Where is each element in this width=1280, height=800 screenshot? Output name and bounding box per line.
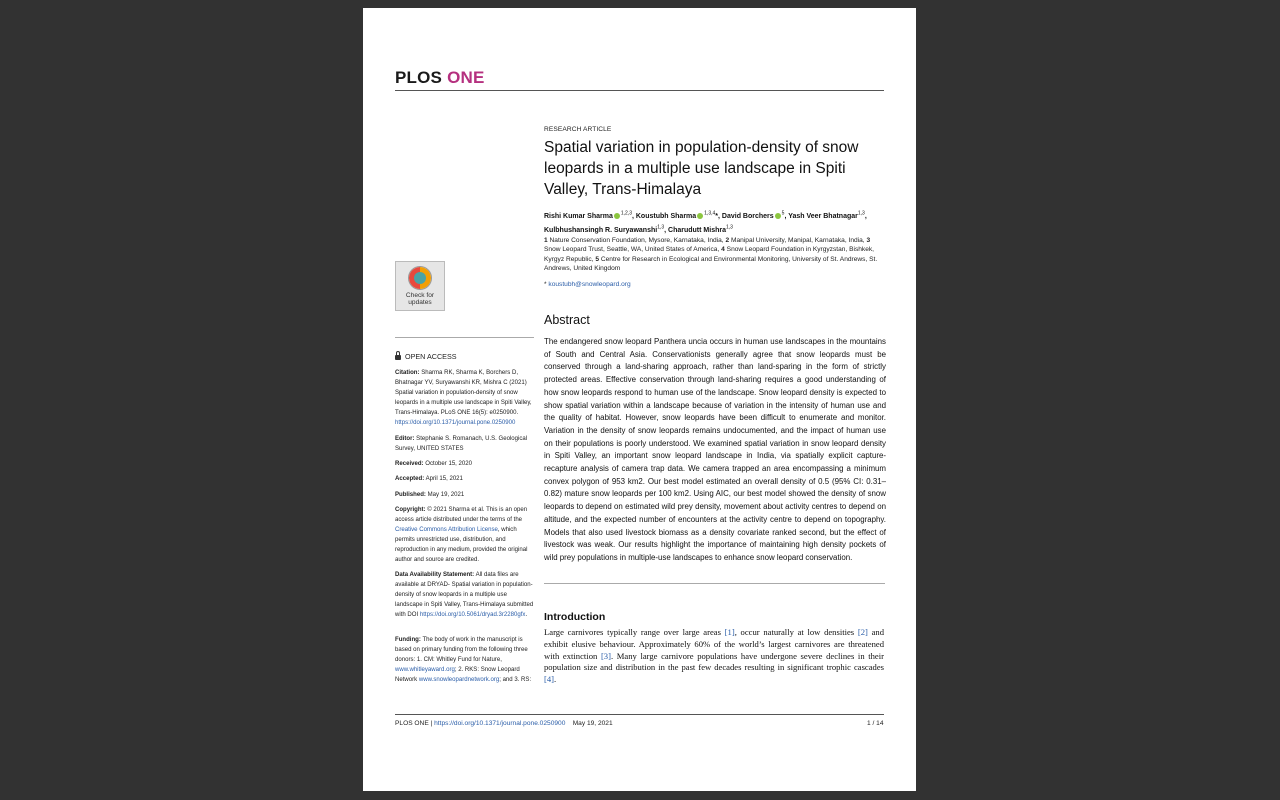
introduction-heading: Introduction — [544, 611, 606, 623]
introduction-text: Large carnivores typically range over large areas [1], occur naturally at low densities [2] and exhibit elusive behaviour. Approximately 60% of the world’s largest carnivores are threatened with extinction [3]. Many large carnivore populations have undergone severe declines in their population size and distribution in the past few decades resulting in significant trophic cascades [4]. — [544, 627, 885, 685]
citation-ref[interactable]: [3] — [600, 650, 611, 661]
check-for-updates-button[interactable] — [395, 261, 445, 311]
email-link[interactable]: koustubh@snowleopard.org — [548, 281, 631, 288]
open-access-label: OPEN ACCESS — [395, 352, 457, 361]
crossmark-icon — [408, 266, 432, 290]
data-availability-block: Data Availability Statement: All data files are available at DRYAD- Spatial variation in population-density of snow leopards in a multiple use landscape in Spiti Valley, Trans-Himalaya submitted with DOI https://doi.org/10.5061/dryad.3r2280gfx. — [395, 572, 534, 618]
check-updates-label: Check for updates — [405, 292, 435, 306]
footer-journal: PLOS ONE — [395, 720, 429, 727]
author-list — [544, 209, 874, 236]
snow-leopard-network-link[interactable]: www.snowleopardnetwork.org — [418, 677, 500, 683]
funding-block: Funding: The body of work in the manuscript is based on primary funding from the following three donors: 1. CM: Whitley Fund for Nature, www.whitleyaward.org; 2. RKS: Snow Leopard Network www.snowleopardnetwork.org; and 3. RS: — [395, 637, 532, 683]
abstract-heading: Abstract — [544, 313, 590, 327]
copyright-block: Copyright: © 2021 Sharma et al. This is an open access article distributed under the terms of the Creative Commons Attribution License, which permits unrestricted use, distribution, and reproduction in any medium, provided the original author and source are credited. — [395, 507, 528, 563]
citation-ref[interactable]: [1] — [724, 627, 735, 637]
published-date: Published: May 19, 2021 — [395, 492, 465, 498]
abstract-text: The endangered snow leopard Panthera uncia occurs in human use landscapes in the mountains of South and Central Asia. Conservationists generally agree that snow leopards must be conserved through a land-sharing approach, rather than land-sparing in the form of strictly protected areas. Effective conservation through land-sharing requires a good understanding of how snow leopards respond to human use of the landscape. Snow leopard density is expected to show spatial variation within a landscape because of variation in the intensity of human use and the quality of habitat. However, snow leopards have been difficult to enumerate and monitor. Variation in the density of snow leopards remains undocumented, and the impact of human use on their populations is poorly understood. We examined spatial variation in snow leopard density in Spiti Valley, an important snow leopard landscape in India, via spatially explicit capture-recapture analysis of camera trap data. We camera trapped an area encompassing a minimum convex polygon of 953 km2. Our best model estimated an overall density of 0.5 (95% CI: 0.31–0.82) mature snow leopards per 100 km2. Using AIC, our best model showed the density of snow leopards to depend on estimated wild prey density, movement about activity centres to depend on altitude, and the expected number of encounters at the activity centre to depend on topography. Models that also used livestock biomass as a density covariate ranked second, but the effect of livestock was weak. Our results highlight the importance of maintaining high density pockets of wild prey populations in multiple-use landscapes to enhance snow leopard conservation. — [544, 337, 886, 562]
logo-plos-text: PLOS — [395, 68, 443, 87]
page-footer: PLOS ONE | https://doi.org/10.1371/journal.pone.0250900 May 19, 2021 — [395, 720, 613, 727]
logo-one-text: ONE — [447, 68, 485, 87]
article-title: Spatial variation in population-density of snow leopards in a multiple use landscape in Spiti Valley, Trans-Himalaya — [544, 139, 859, 198]
corresponding-email: * koustubh@snowleopard.org — [544, 281, 631, 288]
affiliations: 1 Nature Conservation Foundation, Mysore, Karnataka, India, 2 Manipal University, Manipal, Karnataka, India, 3 Snow Leopard Trust, Seattle, WA, United States of America, 4 Snow Leopard Foundation in Kyrgyzstan, Bishkek, Kyrgyz Republic, 5 Centre for Research in Ecological and Environmental Monitoring, University of St. Andrews, St. Andrews, United Kingdom — [544, 237, 878, 272]
cc-license-link[interactable]: Creative Commons Attribution License — [395, 527, 498, 533]
dryad-doi-link[interactable]: https://doi.org/10.5061/dryad.3r2280gfx — [419, 612, 526, 618]
plos-one-logo — [395, 68, 485, 88]
author: Rishi Kumar Sharma $^{1,2,3}$, — [544, 211, 636, 221]
accepted-date: Accepted: April 15, 2021 — [395, 476, 463, 482]
article-type: RESEARCH ARTICLE — [544, 126, 612, 133]
received-date: Received: October 15, 2020 — [395, 461, 472, 467]
footer-rule — [395, 714, 884, 715]
page-number: 1 / 14 — [867, 720, 884, 727]
open-lock-icon — [395, 355, 401, 360]
header-rule — [395, 90, 884, 91]
pdf-page — [363, 8, 916, 791]
citation-doi-link[interactable]: https://doi.org/10.1371/journal.pone.0250900 — [395, 420, 516, 426]
citation-ref[interactable]: [2] — [857, 627, 868, 637]
footer-doi-link[interactable]: https://doi.org/10.1371/journal.pone.0250900 — [434, 720, 566, 727]
whitley-link[interactable]: www.whitleyaward.org — [395, 667, 455, 673]
citation-block: Citation: Sharma RK, Sharma K, Borchers D, Bhatnagar YV, Suryawanshi KR, Mishra C (2021) Spatial variation in population-density of snow leopards in a multiple use landscape in Spiti Valley, Trans-Himalaya. PLoS ONE 16(5): e0250900. https://doi.org/10.1371/journal.pone.0250900 — [395, 370, 532, 426]
abstract-rule — [544, 583, 885, 584]
orcid-icon[interactable] — [697, 213, 703, 219]
sidebar-rule — [395, 337, 534, 338]
citation-ref[interactable]: [4] — [544, 674, 555, 685]
author: Yash Veer Bhatnagar$^{1,3}$, — [788, 211, 867, 221]
author: Koustubh Sharma $^{1,3,4}$*, — [635, 211, 722, 221]
author: Charudutt Mishra$^{1,3}$ — [668, 224, 733, 234]
footer-date: May 19, 2021 — [572, 720, 613, 727]
editor-block: Editor: Stephanie S. Romanach, U.S. Geological Survey, UNITED STATES — [395, 436, 528, 452]
orcid-icon[interactable] — [614, 213, 620, 219]
orcid-icon[interactable] — [775, 213, 781, 219]
author: Kulbhushansingh R. Suryawanshi$^{1,3}$, — [544, 224, 669, 234]
author: David Borchers $^5$, — [721, 211, 789, 221]
